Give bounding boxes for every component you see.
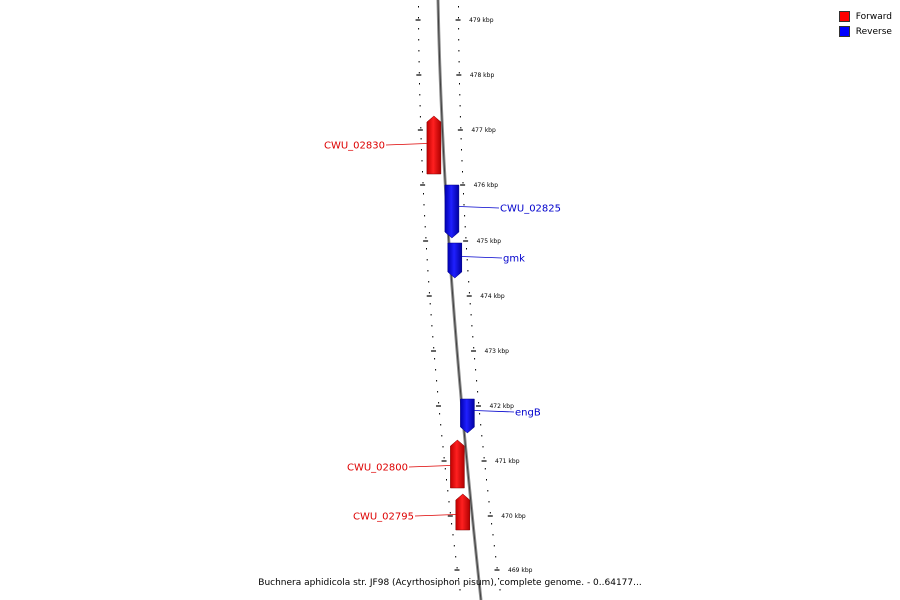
track-dot: [461, 149, 462, 151]
track-dot: [467, 259, 468, 261]
track-dot: [478, 402, 479, 404]
track-dot: [459, 94, 460, 96]
track-dot: [486, 479, 487, 481]
track-dot: [422, 160, 423, 162]
track-dot: [426, 248, 427, 250]
track-dot: [479, 413, 480, 415]
track-dot: [443, 446, 444, 448]
track-dot: [473, 347, 474, 349]
track-dot: [435, 369, 436, 371]
track-dot: [418, 50, 419, 52]
track-dot: [453, 534, 454, 536]
tick-label: 475 kbp: [476, 238, 502, 245]
track-dot: [463, 193, 464, 195]
track-dot: [441, 435, 442, 437]
strand-legend: [839, 9, 892, 39]
track-dot: [425, 237, 426, 239]
track-dot: [459, 72, 460, 74]
gene-arrow[interactable]: [427, 116, 441, 174]
track-dot: [424, 215, 425, 217]
track-dot: [477, 391, 478, 393]
track-dot: [423, 182, 424, 184]
track-dot: [464, 204, 465, 206]
track-dot: [471, 325, 472, 327]
gene-arrow[interactable]: [445, 185, 459, 238]
track-dot: [439, 413, 440, 415]
track-dot: [459, 61, 460, 63]
track-dot: [427, 259, 428, 261]
track-dot: [449, 501, 450, 503]
track-dot: [419, 72, 420, 74]
track-dot: [484, 457, 485, 459]
track-dot: [460, 116, 461, 118]
track-dot: [421, 149, 422, 151]
gene-leader-line: [459, 207, 499, 209]
track-dot: [483, 446, 484, 448]
track-dot: [474, 358, 475, 360]
track-dot: [494, 545, 495, 547]
track-dot: [466, 248, 467, 250]
track-dot: [425, 226, 426, 228]
track-dot: [419, 61, 420, 63]
gene-arrow[interactable]: [450, 440, 464, 488]
track-dot: [458, 6, 459, 8]
track-dot: [460, 589, 461, 591]
track-dot: [481, 435, 482, 437]
track-dot: [429, 292, 430, 294]
track-dot: [457, 567, 458, 569]
track-dot: [462, 171, 463, 173]
track-dot: [459, 83, 460, 85]
tick-label: 469 kbp: [508, 567, 533, 574]
track-dot: [421, 138, 422, 140]
track-dot: [430, 303, 431, 305]
track-dot: [434, 358, 435, 360]
track-dot: [420, 116, 421, 118]
track-dot: [418, 17, 419, 19]
track-dot: [497, 567, 498, 569]
track-dot: [462, 160, 463, 162]
track-dot: [451, 523, 452, 525]
track-dot: [467, 270, 468, 272]
gene-arrow[interactable]: [448, 243, 462, 278]
legend-item-reverse: [839, 24, 892, 39]
track-dot: [440, 424, 441, 426]
track-dot: [424, 204, 425, 206]
gene-label[interactable]: engB: [515, 407, 541, 419]
track-dot: [436, 380, 437, 382]
track-dot: [420, 127, 421, 129]
gene-CWU_02800[interactable]: [347, 440, 464, 488]
track-dot: [470, 303, 471, 305]
track-dot: [420, 105, 421, 107]
gene-CWU_02825[interactable]: [445, 185, 561, 238]
gene-CWU_02795[interactable]: [353, 494, 470, 530]
track-dot: [432, 336, 433, 338]
sequence-caption: Buchnera aphidicola str. JF98 (Acyrthosiphon pisum), complete genome. - 0..64177...: [258, 578, 642, 588]
track-dot: [489, 501, 490, 503]
track-dot: [460, 105, 461, 107]
gene-label[interactable]: CWU_02795: [352, 511, 414, 523]
gene-gmk[interactable]: [448, 243, 525, 278]
track-dot: [447, 490, 448, 492]
tick-label: 473 kbp: [484, 348, 509, 355]
track-dot: [428, 281, 429, 283]
gene-CWU_02830[interactable]: [324, 116, 441, 174]
gene-label[interactable]: CWU_02825: [500, 203, 562, 215]
track-dot: [460, 127, 461, 129]
track-dot: [455, 556, 456, 558]
track-dot: [500, 589, 501, 591]
tick-label: 477 kbp: [471, 127, 496, 134]
track-dot: [433, 347, 434, 349]
track-dot: [446, 479, 447, 481]
track-dot: [427, 270, 428, 272]
track-dot: [437, 391, 438, 393]
track-dot: [422, 171, 423, 173]
track-dot: [458, 28, 459, 30]
track-dot: [450, 512, 451, 514]
track-dot: [454, 545, 455, 547]
track-dot: [468, 281, 469, 283]
gene-arrow[interactable]: [460, 399, 474, 433]
gene-leader-line: [474, 411, 514, 413]
track-dot: [493, 534, 494, 536]
gene-leader-line: [386, 144, 427, 146]
tick-label: 478 kbp: [469, 72, 495, 79]
track-dot: [475, 369, 476, 371]
tick-label: 472 kbp: [489, 403, 514, 410]
track-dot: [469, 292, 470, 294]
forward-swatch-icon: [839, 11, 850, 22]
tick-label: 471 kbp: [495, 458, 520, 465]
gene-leader-line: [409, 466, 450, 468]
gene-features: [324, 116, 561, 530]
gene-arrow[interactable]: [456, 494, 470, 530]
track-dot: [472, 336, 473, 338]
track-dot: [444, 457, 445, 459]
track-dot: [418, 39, 419, 41]
track-dot: [463, 182, 464, 184]
track-dot: [495, 556, 496, 558]
track-dot: [471, 314, 472, 316]
gene-label[interactable]: CWU_02800: [346, 462, 408, 474]
gene-label[interactable]: CWU_02830: [323, 140, 385, 152]
tick-label: 470 kbp: [501, 513, 526, 520]
track-dot: [445, 468, 446, 470]
track-dot: [461, 138, 462, 140]
kbp-axis: [416, 17, 533, 574]
track-dot: [465, 237, 466, 239]
track-dot: [476, 380, 477, 382]
track-dot: [465, 226, 466, 228]
track-dot: [491, 523, 492, 525]
track-dot: [438, 402, 439, 404]
track-dot: [485, 468, 486, 470]
reverse-swatch-icon: [839, 26, 850, 37]
legend-label-forward: Forward: [855, 11, 892, 22]
track-dot: [431, 314, 432, 316]
track-dot: [423, 193, 424, 195]
track-dot: [419, 94, 420, 96]
gene-label[interactable]: gmk: [503, 253, 525, 265]
track-dot: [458, 39, 459, 41]
legend-item-forward: [839, 9, 892, 24]
track-dot: [418, 6, 419, 8]
track-dot: [419, 83, 420, 85]
track-dot: [464, 215, 465, 217]
track-dot: [480, 424, 481, 426]
track-dot: [458, 50, 459, 52]
tick-label: 476 kbp: [473, 182, 499, 189]
tick-label: 474 kbp: [480, 293, 505, 300]
track-dot: [418, 28, 419, 30]
track-dot: [458, 17, 459, 19]
gene-leader-line: [462, 257, 502, 259]
track-dot: [487, 490, 488, 492]
tick-label: 479 kbp: [469, 17, 494, 24]
track-dot: [490, 512, 491, 514]
track-dot: [431, 325, 432, 327]
legend-label-reverse: Reverse: [855, 26, 892, 37]
